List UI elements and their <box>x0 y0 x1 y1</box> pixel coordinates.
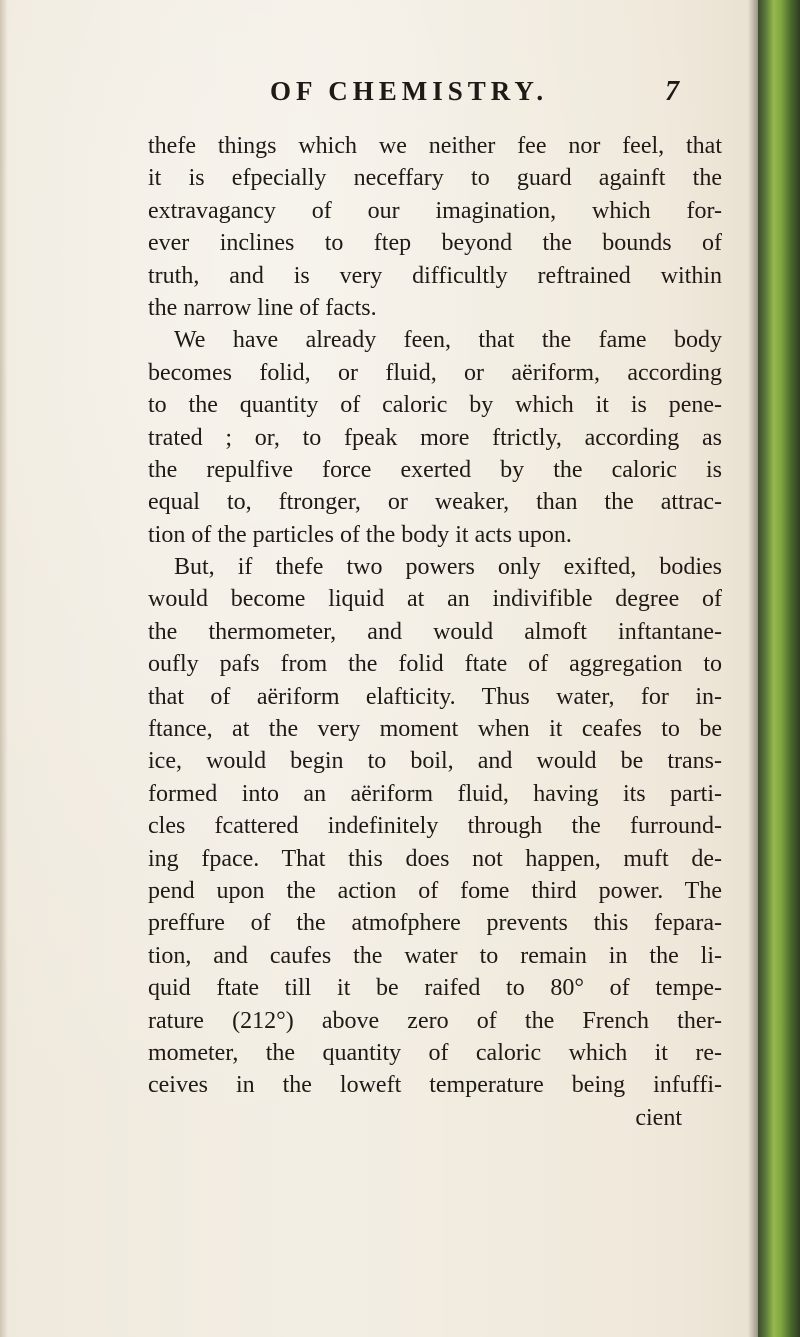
text-line: ing fpace. That this does not happen, muft de- <box>148 845 722 872</box>
book-spine-edge <box>758 0 800 1337</box>
text-line: that of aëriform elafticity. Thus water, for in- <box>148 683 722 710</box>
text-line: cles fcattered indefinitely through the furround- <box>148 813 722 840</box>
text-line: preffure of the atmofphere prevents this fepara- <box>148 910 722 937</box>
text-line: tion of the particles of the body it acts upon. <box>148 521 572 548</box>
text-line: extravagancy of our imagination, which for- <box>148 197 722 224</box>
page-left-edge <box>0 0 8 1337</box>
text-line: rature (212°) above zero of the French ther- <box>148 1007 722 1034</box>
text-line: the narrow line of facts. <box>148 294 377 321</box>
page-header <box>0 76 758 116</box>
text-line: ice, would begin to boil, and would be trans- <box>148 748 722 775</box>
text-line: quid ftate till it be raifed to 80° of tempe- <box>148 975 722 1002</box>
catchword: cient <box>635 1104 682 1131</box>
page-number: 7 <box>665 76 679 107</box>
text-line: truth, and is very difficultly reftrained within <box>148 262 722 289</box>
text-line: it is efpecially neceffary to guard againft the <box>148 165 722 192</box>
text-line: But, if thefe two powers only exifted, bodies <box>174 554 722 581</box>
text-line: mometer, the quantity of caloric which it re- <box>148 1039 722 1066</box>
text-line: trated ; or, to fpeak more ftrictly, according as <box>148 424 722 451</box>
text-line: oufly pafs from the folid ftate of aggregation to <box>148 651 722 678</box>
text-line: would become liquid at an indivifible degree of <box>148 586 722 613</box>
text-line: to the quantity of caloric by which it is pene- <box>148 392 722 419</box>
text-line: tion, and caufes the water to remain in the li- <box>148 942 722 969</box>
text-line: equal to, ftronger, or weaker, than the attrac- <box>148 489 722 516</box>
text-line: the repulfive force exerted by the caloric is <box>148 456 722 483</box>
running-head: OF CHEMISTRY. <box>270 76 549 106</box>
body-text <box>148 130 722 1134</box>
text-line: ever inclines to ftep beyond the bounds of <box>148 230 722 257</box>
text-line: ceives in the loweft temperature being infuffi- <box>148 1072 722 1099</box>
text-line: ftance, at the very moment when it ceafes to be <box>148 716 722 743</box>
text-line: pend upon the action of fome third power. The <box>148 877 722 904</box>
text-line: formed into an aëriform fluid, having its parti- <box>148 780 722 807</box>
text-line: thefe things which we neither fee nor feel, that <box>148 133 722 159</box>
text-line: We have already feen, that the fame body <box>174 327 722 354</box>
text-line: becomes folid, or fluid, or aëriform, according <box>148 359 722 386</box>
text-line: the thermometer, and would almoft inftantane- <box>148 618 722 645</box>
